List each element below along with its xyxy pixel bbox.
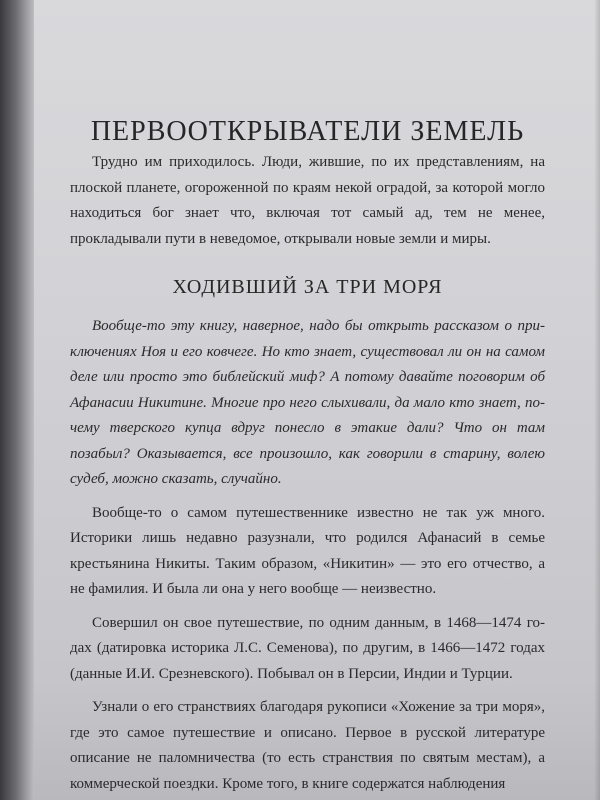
italic-paragraph: Вообще-то эту книгу, наверное, надо бы открыть рассказом о приключениях Ноя и его ковчеге. Но кто знает, существовал ли он на самом деле или просто это библейский миф? А потому давайте поговорим об Афанасии Никитине. Многие про него слыхивали, да мало кто знает, почему тверского купца вдруг понесло в этакие дали? Что он там позабыл? Оказывается, все произошло, как говорили в старину, волею судеб, можно сказать, случайно. (70, 318, 545, 487)
page-edge (594, 0, 600, 800)
intro-paragraph: Трудно им приходилось. Люди, жившие, по их представлениям, на плоской планете, огороженной по краям некой оградой, за которой могло находиться бог знает что, включая тот самый ад, тем не менее, прокладывали пути в неведомое, открывали новые земли и миры. (70, 154, 545, 247)
chapter-title: ПЕРВООТКРЫВАТЕЛИ ЗЕМЕЛЬ (90, 116, 525, 147)
section-title: ХОДИВШИЙ ЗА ТРИ МОРЯ (172, 276, 443, 298)
page-content (70, 100, 545, 797)
book-spine-shadow (0, 0, 34, 800)
body-paragraph: Совершил он свое путешествие, по одним данным, в 1468—1474 годах (датировка историка Л.С. Семенова), по другим, в 1466—1472 годах (данные И.И. Срезневского). Побывал он в Персии, Индии и Турции. (70, 614, 545, 682)
body-paragraph: Узнали о его странствиях благодаря рукописи «Хожение за три моря», где это самое путешествие и описано. Первое в русской литературе описание не паломничества (то есть странствия по святым местам), а коммерческой поездки. Кроме того, в книге содержатся наблюдения (70, 699, 545, 792)
body-paragraph: Вообще-то о самом путешественнике известно не так уж много. Историки лишь недавно разузнали, что родился Афанасий в семье крестьянина Никиты. Таким образом, «Никитин» — это его отчество, а не фамилия. И была ли она у него вообще — неизвестно. (70, 504, 545, 597)
